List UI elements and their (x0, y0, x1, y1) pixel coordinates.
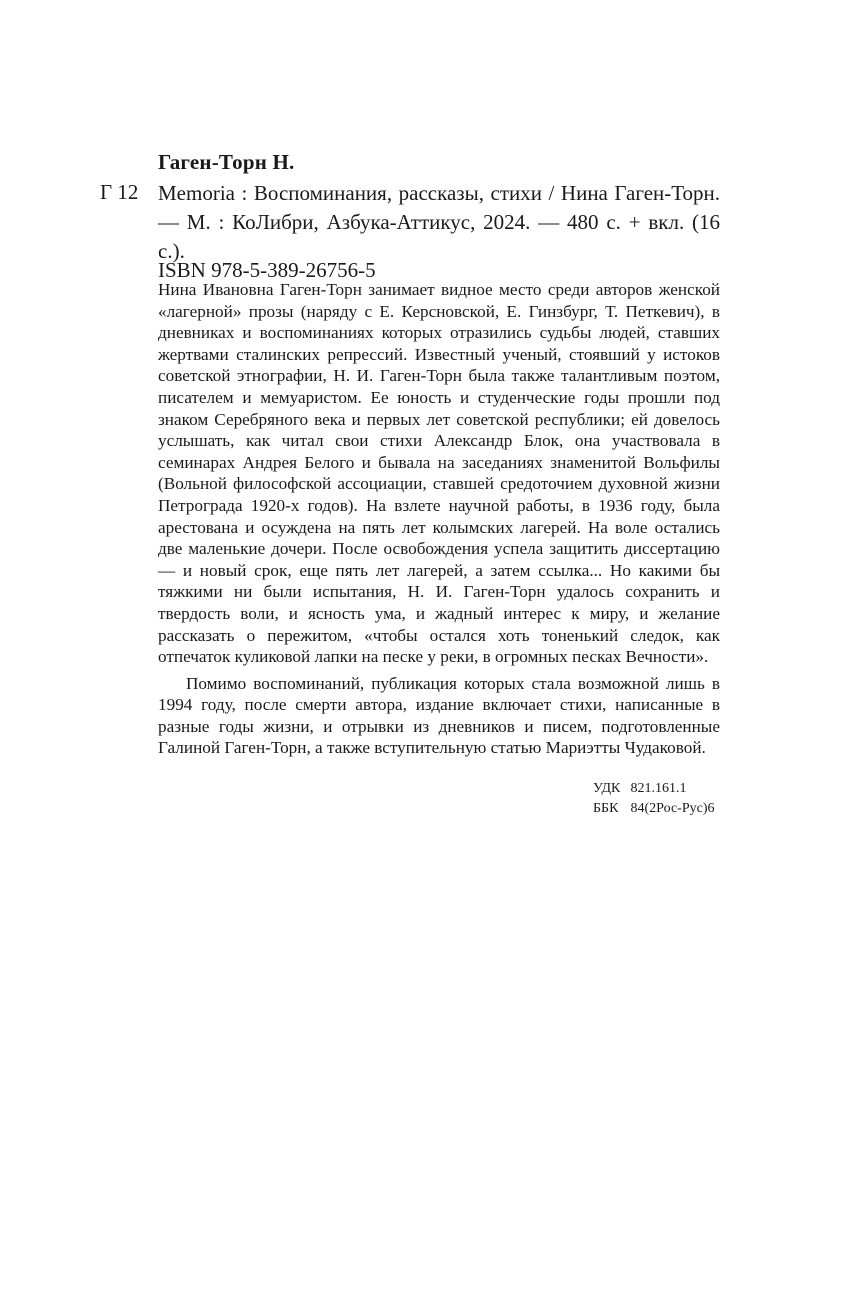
isbn: ISBN 978-5-389-26756-5 (158, 258, 376, 282)
bbk-value: 84(2Рос-Рус)6 (630, 801, 715, 816)
udk-label: УДК (593, 781, 621, 796)
annotation-paragraph-1: Нина Ивановна Гаген-Торн занимает видное место среди авторов женской «лагерной» прозы (наряду с Е. Керсновской, Е. Гинзбург, Т. Петкевич), в дневниках и воспоминаниях которых отразились судьбы людей, ставших жертвами сталинских репрессий. Известный ученый, стоявший у истоков советской этнографии, Н. И. Гаген-Торн была также талантливым поэтом, писателем и мемуаристом. Ее юность и студенческие годы прошли под знаком Серебряного века и первых лет советской республики; ей довелось услышать, как читал свои стихи Александр Блок, она участвовала в семинарах Андрея Белого и бывала на заседаниях знаменитой Вольфилы (Вольной философской ассоциации, ставшей средоточием духовной жизни Петрограда 1920-х годов). На взлете научной работы, в 1936 году, была арестована и осуждена на пять лет колымских лагерей. На воле остались две маленькие дочери. После освобождения успела защитить диссертацию — и новый срок, еще пять лет лагерей, а затем ссылка... Но какими бы тяжкими ни были испытания, Н. И. Гаген-Торн удалось сохранить и твердость воли, и ясность ума, и жадный интерес к миру, и желание рассказать о пережитом, «чтобы остался хоть тоненький следок, как отпечаток куликовой лапки на песке у реки, в огромных песках Вечности». (158, 280, 720, 667)
author-heading: Гаген-Торн Н. (158, 150, 295, 174)
classification-codes (593, 779, 715, 819)
annotation-paragraph-2: Помимо воспоминаний, публикация которых стала возможной лишь в 1994 году, после смерти автора, издание включает стихи, написанные в разные годы жизни, и отрывки из дневников и писем, подготовленные Галиной Гаген-Торн, а также вступительную статью Мариэтты Чудаковой. (158, 673, 720, 758)
udk-value: 821.161.1 (630, 781, 687, 796)
udk-row (593, 779, 715, 799)
bbk-row (593, 799, 715, 819)
annotation (158, 279, 720, 759)
bbk-label: ББК (593, 801, 619, 816)
title-description: Memoria : Воспоминания, рассказы, стихи / Нина Гаген-Торн. — М. : КоЛибри, Азбука-Аттикус, 2024. — 480 с. + вкл. (16 с.). (158, 181, 720, 263)
author-mark: Г 12 (100, 180, 139, 204)
